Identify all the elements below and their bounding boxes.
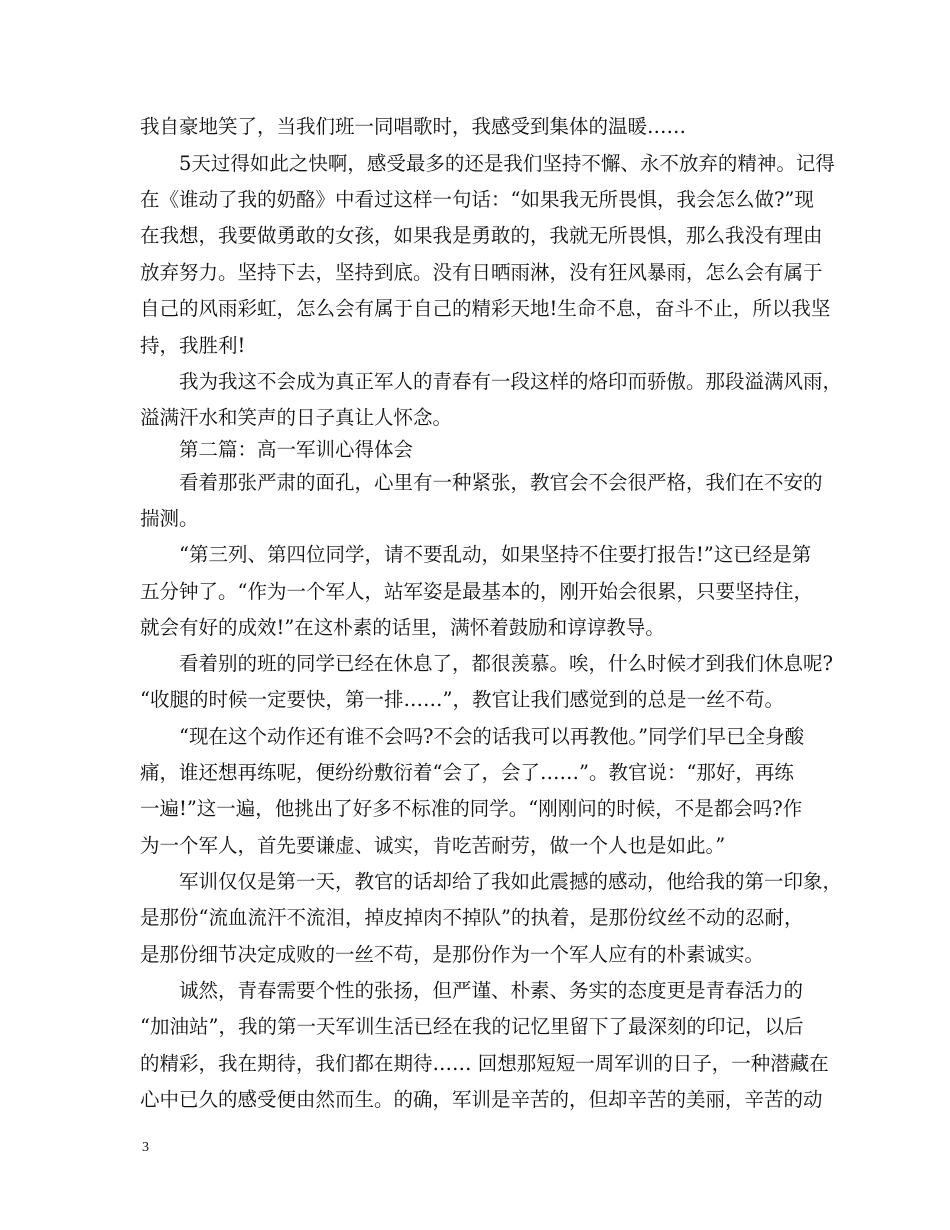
text-line: 痛，谁还想再练呢，便纷纷敷衍着“会了，会了……”。教官说：“那好，再练 xyxy=(140,761,794,784)
text-line: 持，我胜利! xyxy=(140,334,246,357)
text-line: 为一个军人，首先要谦虚、诚实，肯吃苦耐劳，做一个人也是如此。” xyxy=(140,834,726,857)
text-line: 的精彩，我在期待，我们都在期待…… 回想那短短一周军训的日子，一种潜藏在 xyxy=(140,1052,829,1075)
text-line: 五分钟了。“作为一个军人，站军姿是最基本的，刚开始会很累，只要坚持住， xyxy=(140,580,813,603)
text-line: 诚然，青春需要个性的张扬，但严谨、朴素、务实的态度更是青春活力的 xyxy=(140,979,804,1002)
text-line: 我自豪地笑了，当我们班一同唱歌时，我感受到集体的温暖…… xyxy=(140,115,687,138)
text-line: 心中已久的感受便由然而生。的确，军训是辛苦的，但却辛苦的美丽，辛苦的动 xyxy=(140,1088,823,1111)
text-line: “现在这个动作还有谁不会吗?不会的话我可以再教他。”同学们早已全身酸 xyxy=(140,725,805,748)
text-line: 揣测。 xyxy=(140,507,199,530)
text-line: 放弃努力。坚持下去，坚持到底。没有日晒雨淋，没有狂风暴雨，怎么会有属于 xyxy=(140,261,823,284)
text-line: 军训仅仅是第一天，教官的话却给了我如此震撼的感动，他给我的第一印象， xyxy=(140,870,843,893)
page-number: 3 xyxy=(142,1140,149,1155)
text-line: 看着那张严肃的面孔，心里有一种紧张，教官会不会很严格，我们在不安的 xyxy=(140,471,823,494)
text-line: 就会有好的成效!”在这朴素的话里，满怀着鼓励和谆谆教导。 xyxy=(140,616,665,639)
text-line: 5天过得如此之快啊，感受最多的还是我们坚持不懈、永不放弃的精神。记得 xyxy=(140,152,835,175)
text-line: 在《谁动了我的奶酪》中看过这样一句话：“如果我无所畏惧，我会怎么做?”现 xyxy=(140,188,814,211)
text-line: “加油站”，我的第一天军训生活已经在我的记忆里留下了最深刻的印记，以后 xyxy=(140,1015,804,1038)
text-line: 看着别的班的同学已经在休息了，都很羡慕。唉，什么时候才到我们休息呢? xyxy=(140,652,833,675)
section-heading: 第二篇：高一军训心得体会 xyxy=(140,438,414,461)
text-line: 我为我这不会成为真正军人的青春有一段这样的烙印而骄傲。那段溢满风雨， xyxy=(140,370,843,393)
text-line: 一遍!”这一遍，他挑出了好多不标准的同学。“刚刚问的时候，不是都会吗?作 xyxy=(140,797,803,820)
text-line: 是那份“流血流汗不流泪，掉皮掉肉不掉队”的执着，是那份纹丝不动的忍耐， xyxy=(140,906,804,929)
text-line: “第三列、第四位同学，请不要乱动，如果坚持不住要打报告!”这已经是第 xyxy=(140,543,812,566)
text-line: 自己的风雨彩虹，怎么会有属于自己的精彩天地!生命不息，奋斗不止，所以我坚 xyxy=(140,297,831,320)
text-line: “收腿的时候一定要快，第一排……”，教官让我们感觉到的总是一丝不苟。 xyxy=(140,688,784,711)
text-line: 在我想，我要做勇敢的女孩，如果我是勇敢的，我就无所畏惧，那么我没有理由 xyxy=(140,224,823,247)
text-line: 溢满汗水和笑声的日子真让人怀念。 xyxy=(140,406,453,429)
text-line: 是那份细节决定成败的一丝不苟，是那份作为一个军人应有的朴素诚实。 xyxy=(140,943,765,966)
